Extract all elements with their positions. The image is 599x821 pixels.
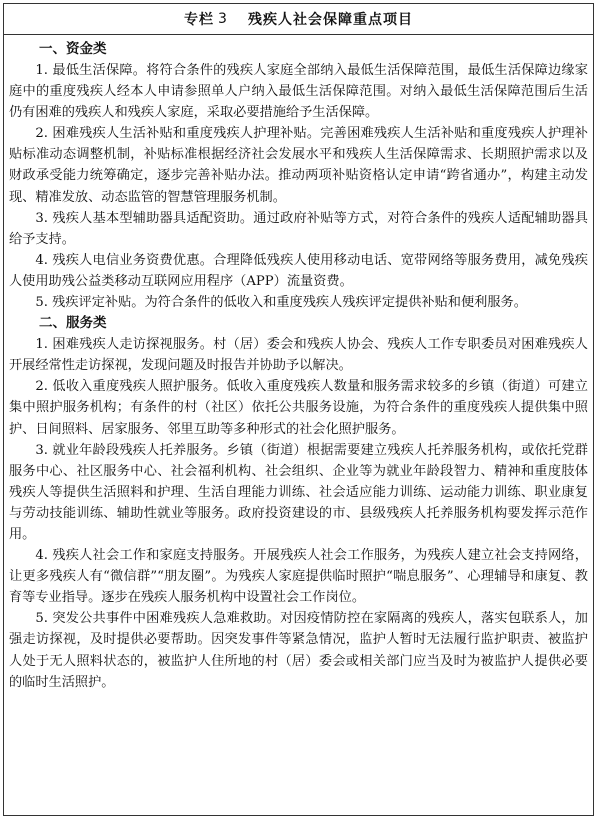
service-item-1: 1. 困难残疾人走访探视服务。村（居）委会和残疾人协会、残疾人工作专职委员对困难残疾人开展经常性走访探视，发现问题及时报告并协助予以解决。 — [9, 337, 588, 374]
box-title: 残疾人社会保障重点项目 — [247, 12, 413, 28]
box-label: 专栏 — [184, 12, 215, 28]
section-heading-services: 二、服务类 — [39, 315, 107, 332]
box-number: 3 — [218, 11, 228, 27]
section-heading-funding: 一、资金类 — [39, 41, 107, 57]
box-header — [4, 4, 593, 35]
column-box — [3, 3, 594, 816]
funding-item-4: 4. 残疾人电信业务资费优惠。合理降低残疾人使用移动电话、宽带网络等服务费用，减免残疾人使用助残公益类移动互联网应用程序（APP）流量资费。 — [9, 252, 588, 289]
service-item-4: 4. 残疾人社会工作和家庭支持服务。开展残疾人社会工作服务，为残疾人建立社会支持网络，让更多残疾人有“微信群”“朋友圈”。为残疾人家庭提供临时照护“喘息服务”、心理辅导和康复、教育等专业指导。逐步在残疾人服务机构中设置社会工作岗位。 — [9, 548, 588, 606]
box-content — [4, 35, 593, 693]
funding-item-5: 5. 残疾评定补贴。为符合条件的低收入和重度残疾人残疾评定提供补贴和便利服务。 — [35, 295, 527, 311]
service-item-3: 3. 就业年龄段残疾人托养服务。乡镇（街道）根据需要建立残疾人托养服务机构，或依托党群服务中心、社区服务中心、社会福利机构、社会组织、企业等为就业年龄段智力、精神和重度肢体残疾人等提供生活照料和护理、生活自理能力训练、社会适应能力训练、运动能力训练、职业康复与劳动技能训练、辅助性就业等服务。政府投资建设的市、县级残疾人托养服务机构要发挥示范作用。 — [9, 442, 588, 542]
funding-item-2: 2. 困难残疾人生活补贴和重度残疾人护理补贴。完善困难残疾人生活补贴和重度残疾人护理补贴标准动态调整机制，补贴标准根据经济社会发展水平和残疾人生活保障需求、长期照护需求以及财政承受能力统筹确定，逐步完善补贴办法。推动两项补贴资格认定申请“跨省通办”，构建主动发现、精准发放、动态监管的智慧管理服务机制。 — [9, 126, 588, 205]
service-item-2: 2. 低收入重度残疾人照护服务。低收入重度残疾人数量和服务需求较多的乡镇（街道）可建立集中照护服务机构；有条件的村（社区）依托公共服务设施，为符合条件的重度残疾人提供集中照护、日间照料、居家服务、邻里互助等多种形式的社会化照护服务。 — [9, 379, 588, 437]
service-item-5: 5. 突发公共事件中困难残疾人急难救助。对因疫情防控在家隔离的残疾人，落实包联系人，加强走访探视，及时提供必要帮助。因突发事件等紧急情况，监护人暂时无法履行监护职责、被监护人处于无人照料状态的，被监护人住所地的村（居）委会或相关部门应当及时为被监护人提供必要的临时生活照护。 — [9, 611, 588, 690]
funding-item-1: 1. 最低生活保障。将符合条件的残疾人家庭全部纳入最低生活保障范围，最低生活保障边缘家庭中的重度残疾人经本人申请参照单人户纳入最低生活保障范围。对纳入最低生活保障范围后生活仍有困难的残疾人和残疾人家庭，采取必要措施给予生活保障。 — [9, 63, 588, 121]
funding-item-3: 3. 残疾人基本型辅助器具适配资助。通过政府补贴等方式，对符合条件的残疾人适配辅助器具给予支持。 — [9, 210, 588, 247]
